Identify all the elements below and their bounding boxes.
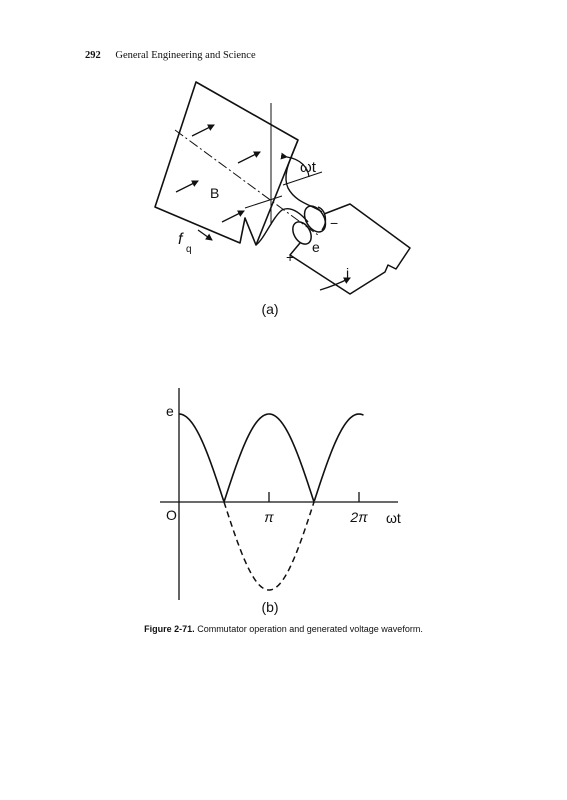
label-emf-e: e [312, 239, 320, 255]
field-arrow-1 [192, 125, 214, 136]
field-arrow-4 [222, 211, 244, 222]
coil-lead-upper [286, 140, 322, 212]
page-number: 292 [85, 50, 101, 61]
tick-label-2pi: 2π [350, 509, 368, 525]
force-arrow [198, 230, 212, 240]
label-force-subscript: q [186, 244, 192, 255]
running-title: General Engineering and Science [115, 50, 256, 61]
label-minus: − [330, 215, 339, 231]
caption-figure-number: Figure 2-71. [144, 624, 195, 634]
coil-frame [155, 82, 298, 245]
y-axis-label: e [166, 403, 174, 419]
panel-label-a: (a) [261, 301, 279, 317]
caption-text: Commutator operation and generated voltage waveform. [194, 624, 423, 634]
label-force-f: f [178, 231, 183, 248]
label-current-i: i [346, 265, 350, 281]
figure-a-diagram [155, 82, 410, 294]
reference-line-b [245, 196, 282, 208]
label-omega-t: ωt [300, 159, 316, 176]
panel-label-b: (b) [261, 599, 279, 615]
origin-label: O [166, 507, 177, 523]
field-arrow-2 [238, 152, 260, 163]
field-arrow-3 [176, 181, 198, 192]
external-circuit [290, 204, 410, 294]
figure-caption [0, 624, 567, 634]
label-field-B: B [210, 185, 220, 201]
tick-label-pi: π [264, 509, 274, 525]
series-rectified-solid [179, 414, 364, 501]
label-plus: + [286, 249, 295, 265]
x-axis-label: ωt [386, 510, 401, 526]
